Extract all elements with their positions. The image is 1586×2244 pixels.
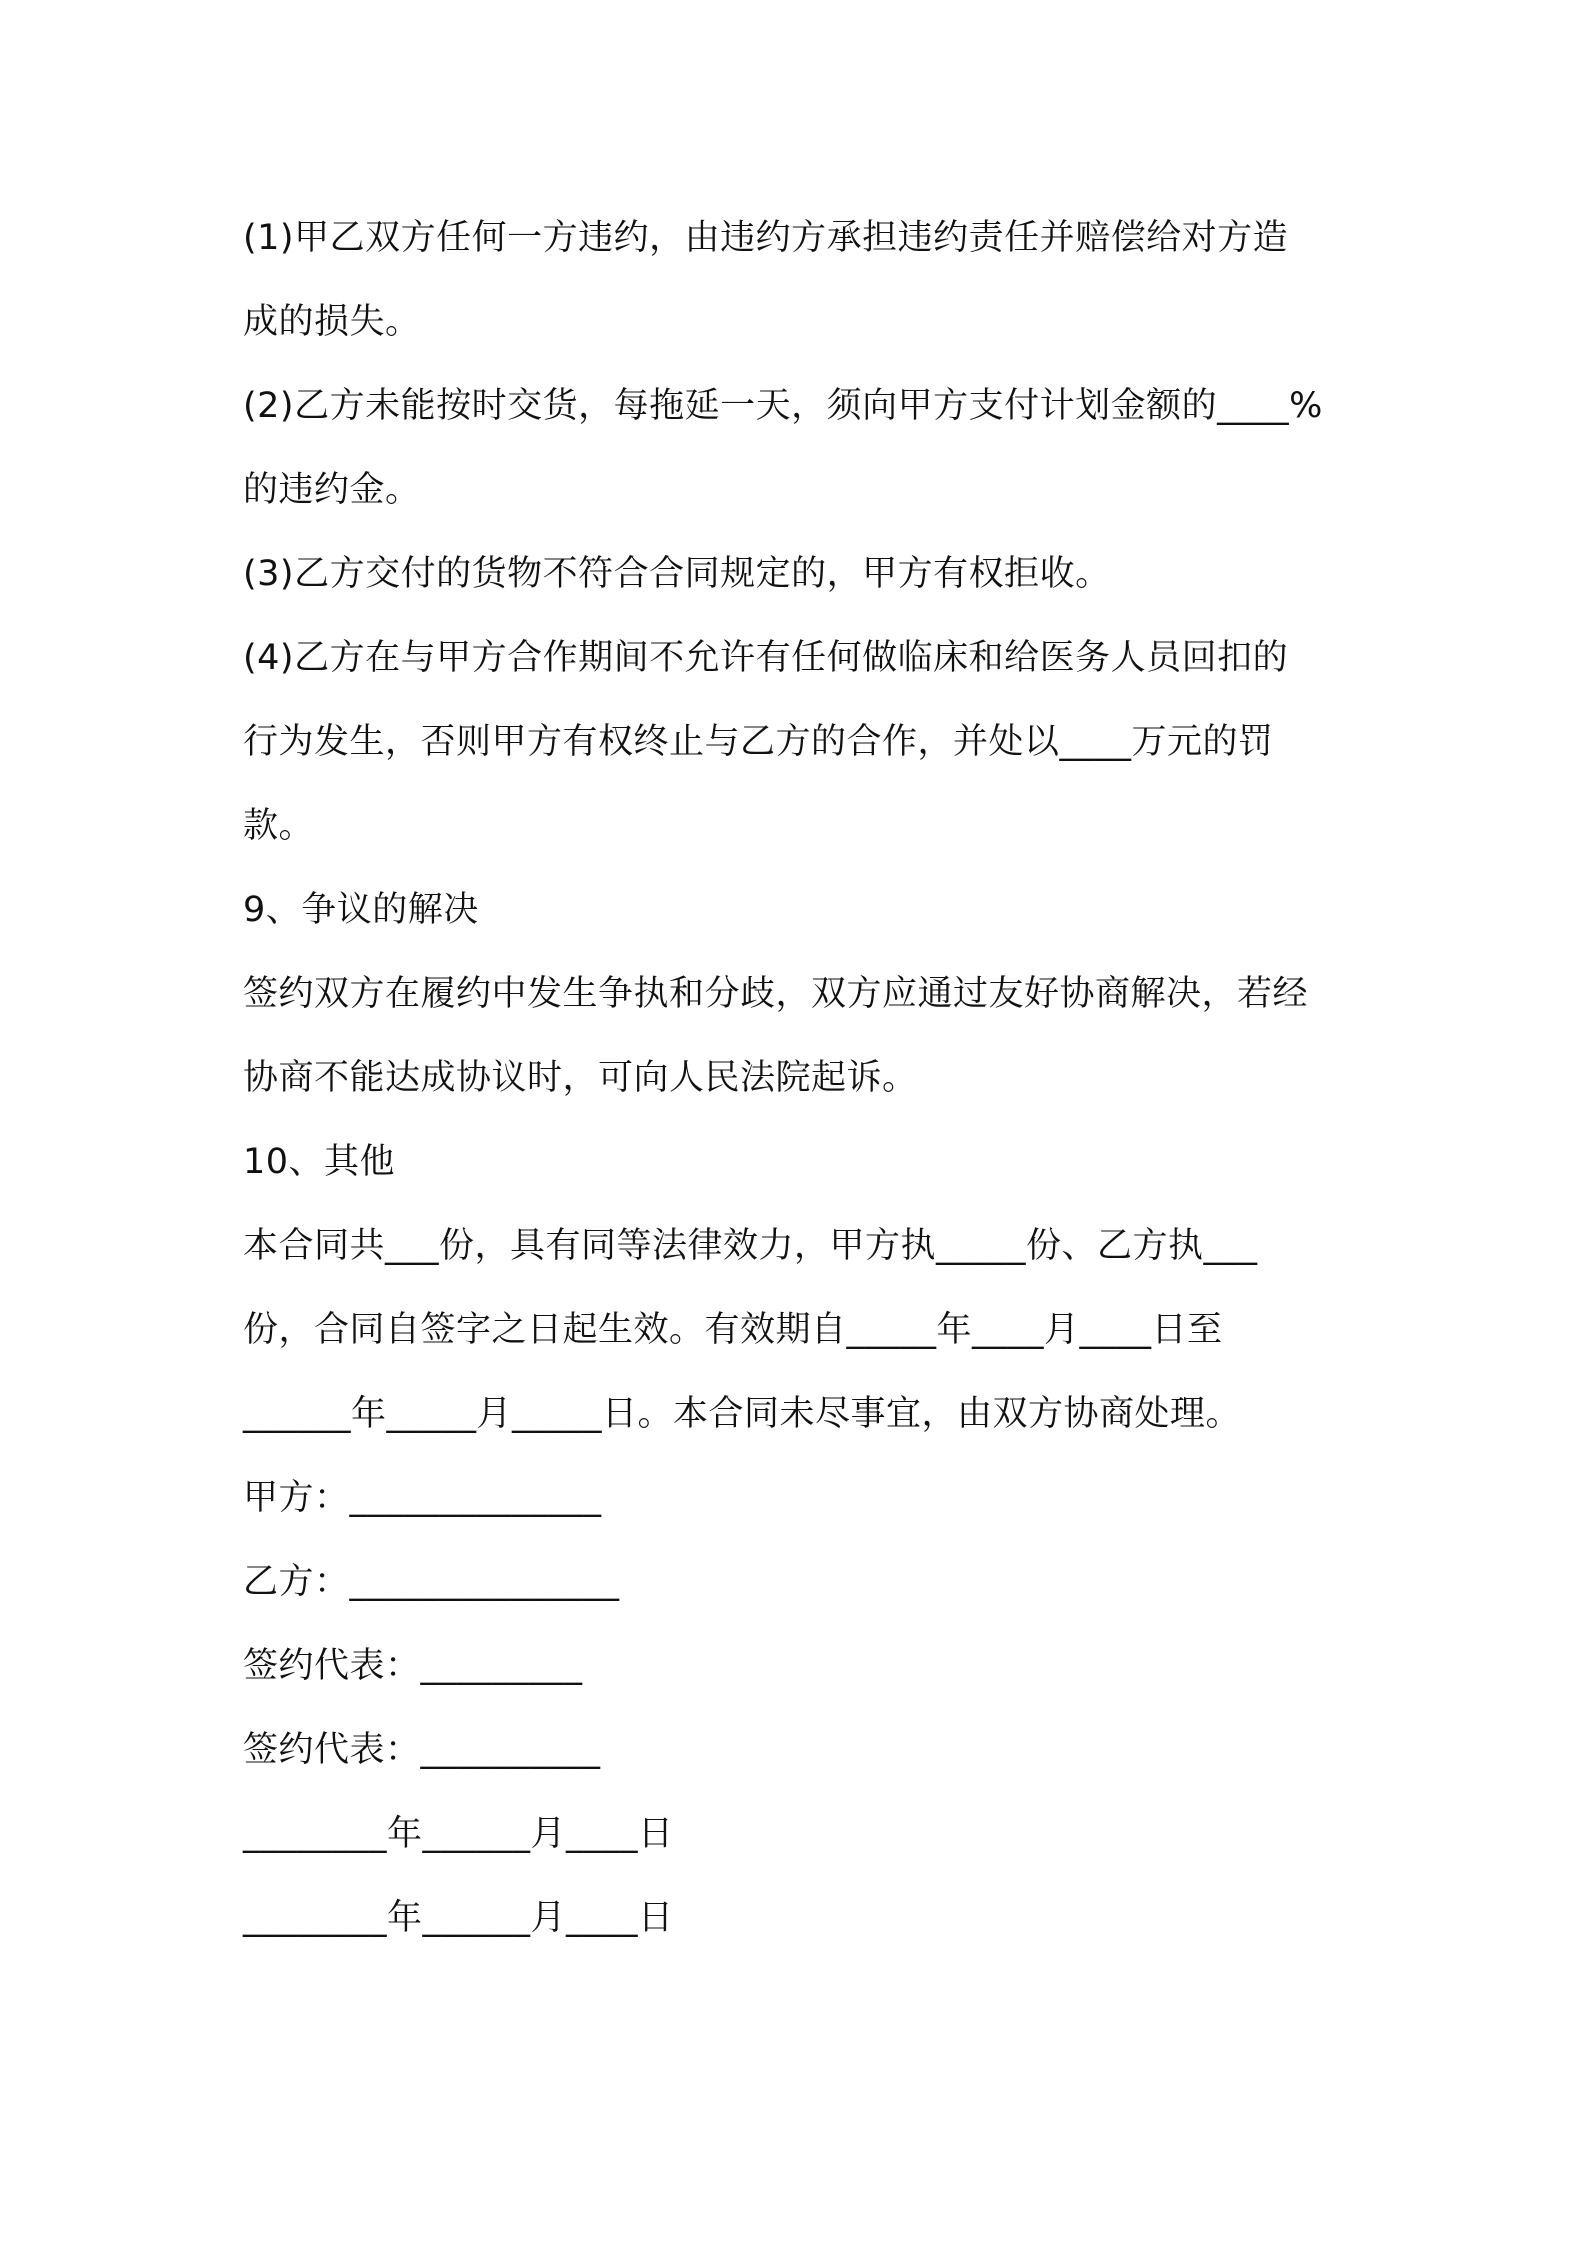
party-b-signature-line: 乙方：_______________ — [243, 1562, 620, 1602]
section-9-line-1: 签约双方在履约中发生争执和分歧，双方应通过友好协商解决，若经 — [243, 974, 1309, 1014]
section-10-line-3: ______年_____月_____日。本合同未尽事宜，由双方协商处理。 — [243, 1394, 1242, 1434]
representative-signature-line-1: 签约代表：_________ — [243, 1646, 583, 1686]
clause-4-line-1: (4)乙方在与甲方合作期间不允许有任何做临床和给医务人员回扣的 — [243, 638, 1289, 678]
clause-1-line-1: (1)甲乙双方任何一方违约，由违约方承担违约责任并赔偿给对方造 — [243, 218, 1289, 258]
section-10-heading: 10、其他 — [243, 1142, 396, 1182]
clause-2-line-1: (2)乙方未能按时交货，每拖延一天，须向甲方支付计划金额的____% — [243, 386, 1323, 426]
date-line-1: ________年______月____日 — [243, 1814, 674, 1854]
representative-signature-line-2: 签约代表：__________ — [243, 1730, 601, 1770]
clause-3-line-1: (3)乙方交付的货物不符合合同规定的，甲方有权拒收。 — [243, 554, 1111, 594]
clause-4-line-2: 行为发生，否则甲方有权终止与乙方的合作，并处以____万元的罚 — [243, 722, 1274, 762]
section-10-line-1: 本合同共___份，具有同等法律效力，甲方执_____份、乙方执___ — [243, 1226, 1258, 1266]
clause-2-line-2: 的违约金。 — [243, 470, 421, 510]
clause-4-line-3: 款。 — [243, 806, 315, 846]
section-9-heading: 9、争议的解决 — [243, 890, 479, 930]
section-10-line-2: 份，合同自签字之日起生效。有效期自_____年____月____日至 — [243, 1310, 1223, 1350]
section-9-line-2: 协商不能达成协议时，可向人民法院起诉。 — [243, 1058, 918, 1098]
document-body — [243, 196, 1363, 1960]
party-a-signature-line: 甲方：______________ — [243, 1478, 602, 1518]
clause-1-line-2: 成的损失。 — [243, 302, 421, 342]
date-line-2: ________年______月____日 — [243, 1898, 674, 1938]
